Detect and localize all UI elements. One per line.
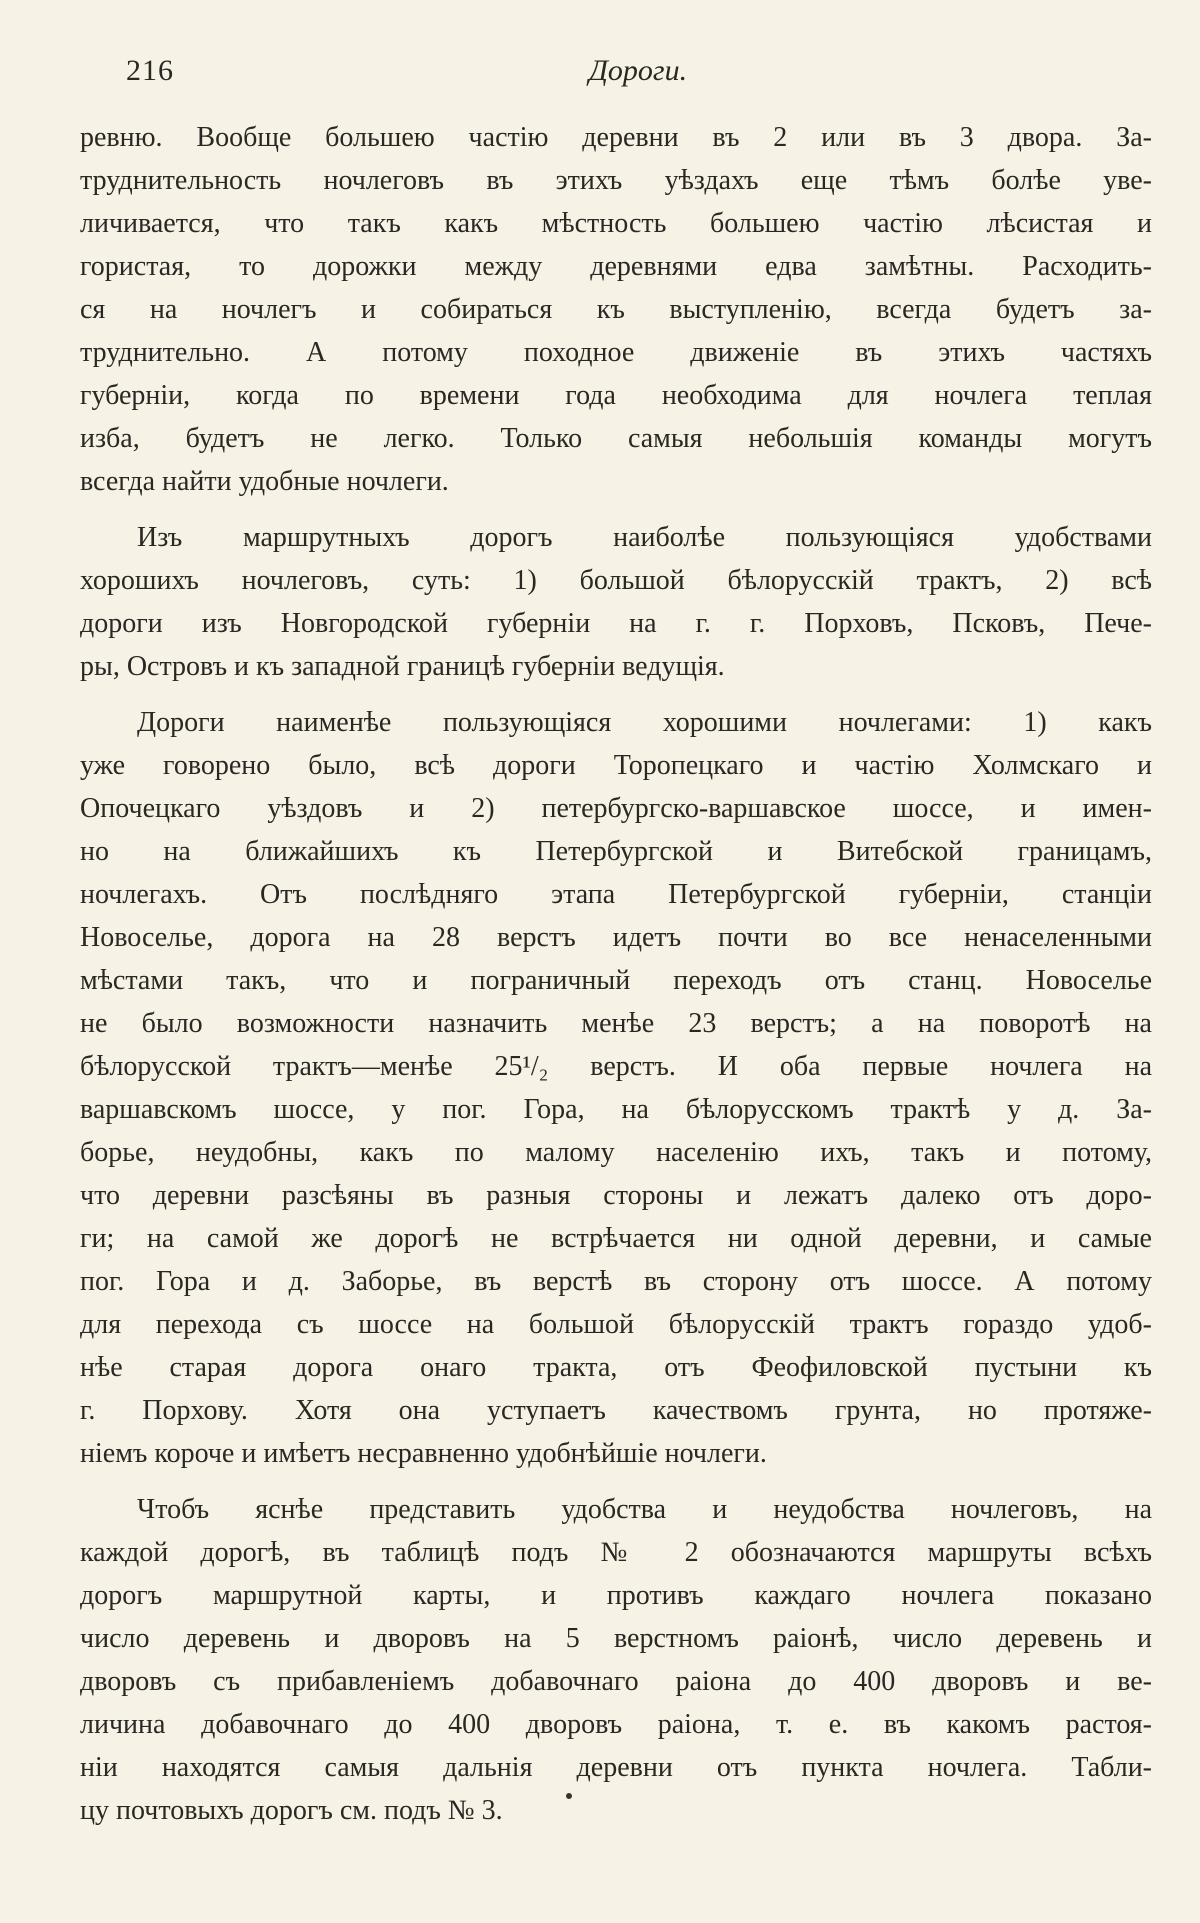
text-line: Опочецкаго уѣздовъ и 2) петербургско-варшавское шоссе, и имен- [80, 793, 1152, 824]
text-line: труднительно. А потому походное движеніе въ этихъ частяхъ [80, 337, 1152, 368]
paragraph [80, 516, 1152, 688]
text-line: не было возможности назначить менѣе 23 верстъ; а на поворотѣ на [80, 1008, 1152, 1039]
text-line: Чтобъ яснѣе представить удобства и неудобства ночлеговъ, на [137, 1494, 1152, 1525]
text-line: ся на ночлегъ и собираться къ выступленію, всегда будетъ за- [80, 294, 1152, 325]
body-text [80, 116, 1152, 1845]
text-line: бѣлорусской трактъ—менѣе 25¹/₂ верстъ. И оба первые ночлега на [80, 1051, 1152, 1082]
text-line: ночлегахъ. Отъ послѣдняго этапа Петербургской губерніи, станціи [80, 879, 1152, 910]
text-line: ніи находятся самыя дальнія деревни отъ пункта ночлега. Табли- [80, 1752, 1152, 1783]
text-line: Новоселье, дорога на 28 верстъ идетъ почти во все ненаселенными [80, 922, 1152, 953]
text-line: губерніи, когда по времени года необходима для ночлега теплая [80, 380, 1152, 411]
text-line: число деревень и дворовъ на 5 верстномъ раіонѣ, число деревень и [80, 1623, 1152, 1654]
page-header [0, 54, 1200, 94]
text-line: что деревни разсѣяны въ разныя стороны и лежатъ далеко отъ доро- [80, 1180, 1152, 1211]
text-line: варшавскомъ шоссе, у пог. Гора, на бѣлорусскомъ трактѣ у д. За- [80, 1094, 1152, 1125]
text-line: Изъ маршрутныхъ дорогъ наиболѣе пользующіяся удобствами [137, 522, 1152, 553]
text-line: но на ближайшихъ къ Петербургской и Витебской границамъ, [80, 836, 1152, 867]
paragraph [80, 116, 1152, 503]
text-line: цу почтовыхъ дорогъ см. подъ № 3. [80, 1795, 503, 1826]
text-line: пог. Гора и д. Заборье, въ верстѣ въ сторону отъ шоссе. А потому [80, 1266, 1152, 1297]
text-line: личивается, что такъ какъ мѣстность большею частію лѣсистая и [80, 208, 1152, 239]
text-line: борье, неудобны, какъ по малому населенію ихъ, такъ и потому, [80, 1137, 1152, 1168]
text-line: ніемъ короче и имѣетъ несравненно удобнѣйшіе ночлеги. [80, 1438, 767, 1469]
page-number: 216 [126, 54, 174, 87]
text-line: мѣстами такъ, что и пограничный переходъ отъ станц. Новоселье [80, 965, 1152, 996]
text-line: всегда найти удобные ночлеги. [80, 466, 449, 497]
paragraph [80, 701, 1152, 1475]
text-line: гористая, то дорожки между деревнями едва замѣтны. Расходить- [80, 251, 1152, 282]
text-line: дороги изъ Новгородской губерніи на г. г. Порховъ, Псковъ, Пече- [80, 608, 1152, 639]
text-line: Дороги наименѣе пользующіяся хорошими ночлегами: 1) какъ [137, 707, 1152, 738]
text-line: ги; на самой же дорогѣ не встрѣчается ни одной деревни, и самые [80, 1223, 1152, 1254]
text-line: личина добавочнаго до 400 дворовъ раіона, т. е. въ какомъ растоя- [80, 1709, 1152, 1740]
text-line: изба, будетъ не легко. Только самыя небольшія команды могутъ [80, 423, 1152, 454]
paragraph [80, 1488, 1152, 1832]
text-line: каждой дорогѣ, въ таблицѣ подъ № 2 обозначаются маршруты всѣхъ [80, 1537, 1152, 1568]
text-line: для перехода съ шоссе на большой бѣлорусскій трактъ гораздо удоб- [80, 1309, 1152, 1340]
text-line: ры, Островъ и къ западной границѣ губерніи ведущія. [80, 651, 725, 682]
ornament-dot [566, 1793, 572, 1799]
text-line: труднительность ночлеговъ въ этихъ уѣздахъ еще тѣмъ болѣе уве- [80, 165, 1152, 196]
running-title: Дороги. [588, 54, 688, 87]
text-line: нѣе старая дорога онаго тракта, отъ Феофиловской пустыни къ [80, 1352, 1152, 1383]
text-line: дорогъ маршрутной карты, и противъ каждаго ночлега показано [80, 1580, 1152, 1611]
text-line: г. Порхову. Хотя она уступаетъ качествомъ грунта, но протяже- [80, 1395, 1152, 1426]
text-line: дворовъ съ прибавленіемъ добавочнаго раіона до 400 дворовъ и ве- [80, 1666, 1152, 1697]
text-line: уже говорено было, всѣ дороги Торопецкаго и частію Холмскаго и [80, 750, 1152, 781]
text-line: ревню. Вообще большею частію деревни въ 2 или въ 3 двора. За- [80, 122, 1152, 153]
text-line: хорошихъ ночлеговъ, суть: 1) большой бѣлорусскій трактъ, 2) всѣ [80, 565, 1152, 596]
